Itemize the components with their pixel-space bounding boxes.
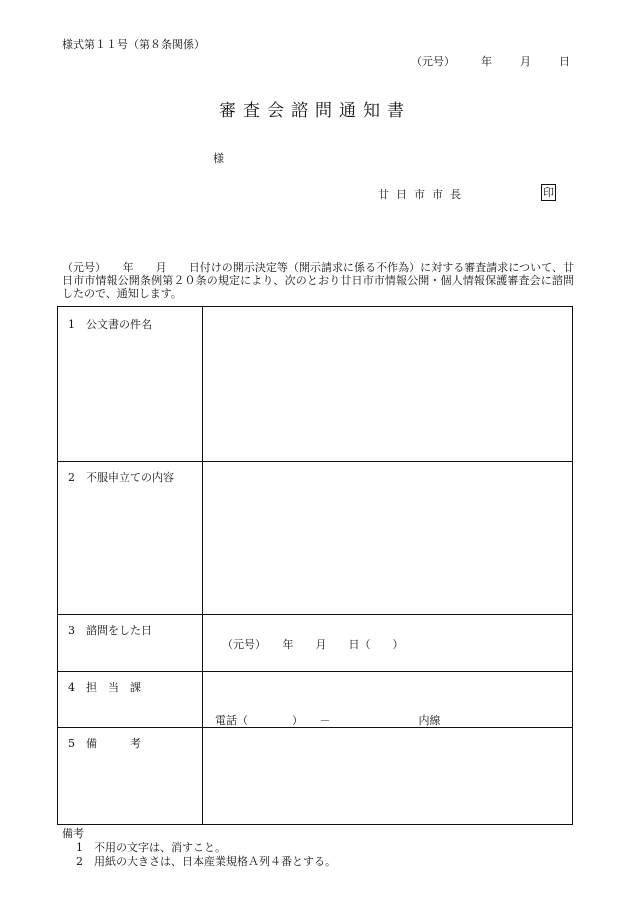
row-label-objection-content: 2 不服申立ての内容 <box>68 471 174 484</box>
row-label-remarks: 5 備 考 <box>68 737 141 750</box>
note-item: 1 不用の文字は、消すこと。 <box>76 841 226 854</box>
row-label-document-subject: 1 公文書の件名 <box>68 318 152 331</box>
inquiry-date-value: （元号） 年 月 日（ ） <box>222 638 404 651</box>
date-day: 日 <box>559 55 570 68</box>
row-label-inquiry-date: 3 諮問をした日 <box>68 624 152 637</box>
form-table <box>57 306 573 825</box>
row-divider <box>58 614 572 615</box>
note-item: 2 用紙の大きさは、日本産業規格Ａ列４番とする。 <box>76 855 336 868</box>
body-paragraph: （元号） 年 月 日付けの開示決定等（開示請求に係る不作為）に対する審査請求について、廿日市市情報公開条例第２０条の規定により、次のとおり廿日市市情報公開・個人情報保護審査会に諮問したので、通知します。 <box>62 261 574 300</box>
addressee-suffix: 様 <box>213 152 224 165</box>
date-year: 年 <box>481 55 492 68</box>
department-phone: 電話（ ） － 内線 <box>215 714 441 727</box>
notes-heading: 備考 <box>62 827 84 840</box>
seal-mark: 印 <box>543 186 554 199</box>
row-divider <box>58 671 572 672</box>
form-number: 様式第１１号（第８条関係） <box>62 38 205 51</box>
date-era: （元号） <box>411 55 455 68</box>
document-title: 審査会諮問通知書 <box>219 101 411 121</box>
date-month: 月 <box>520 55 531 68</box>
sender-name: 廿日市市長 <box>378 188 468 201</box>
notes <box>62 827 336 869</box>
row-divider <box>58 461 572 462</box>
column-divider <box>202 307 203 824</box>
date-line <box>411 53 570 69</box>
row-label-department: 4 担 当 課 <box>68 681 141 694</box>
